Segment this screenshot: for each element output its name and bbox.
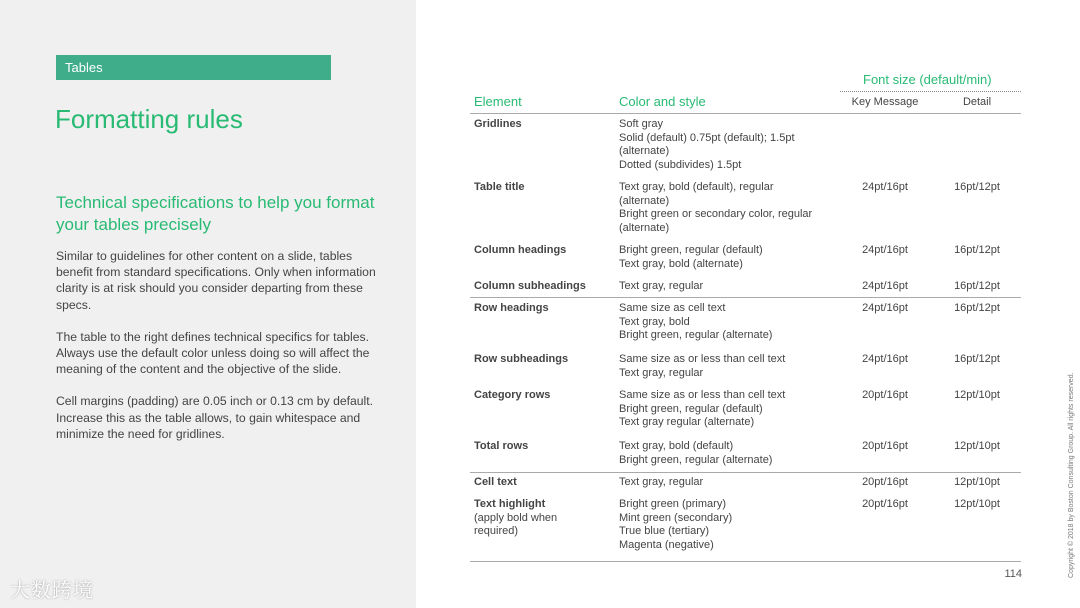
dotted-divider [840,91,1021,92]
row-style [619,181,840,235]
row-element [474,181,614,195]
row-style [619,118,840,172]
bottom-divider [470,561,1021,562]
element-note: (apply bold when required) [474,511,558,538]
header-detail: Detail [962,96,992,108]
row-detail: 16pt/12pt [954,280,1000,292]
row-element [474,280,614,294]
style-line: Text gray, bold (default), regular [619,181,774,193]
row-element [474,118,614,132]
row-style [619,244,840,271]
row-key-message: 24pt/16pt [862,280,908,292]
style-line: Same size as cell text [619,302,726,314]
font-size-group-header: Font size (default/min) [863,72,992,87]
row-detail: 16pt/12pt [954,353,1000,365]
style-line: Text gray, bold (alternate) [619,257,743,270]
row-key-message: 20pt/16pt [862,498,908,510]
style-line: Bright green, regular (alternate) [619,329,773,342]
row-detail: 16pt/12pt [954,181,1000,193]
header-style: Color and style [619,94,706,109]
row-element [474,476,614,490]
row-element [474,302,614,316]
paragraph: Cell margins (padding) are 0.05 inch or 0.13 cm by default. Increase this as the table allows, to gain whitespace and minimize the need for gridlines. [56,394,374,441]
style-line: (alternate) [619,145,670,158]
row-key-message: 24pt/16pt [862,353,908,365]
style-line: Text gray, regular [619,476,704,488]
row-style [619,476,840,490]
row-detail: 12pt/10pt [954,389,1000,401]
copyright: Copyright © 2018 by Boston Consulting Group. All rights reserved. [1068,372,1075,578]
watermark-logo: 大数跨境 [10,580,94,602]
element-name: Column subheadings [474,280,586,292]
element-name: Cell text [474,476,517,488]
row-key-message: 20pt/16pt [862,440,908,452]
element-name: Table title [474,181,525,193]
element-name: Category rows [474,389,551,401]
header-divider [470,113,1021,114]
element-name: Column headings [474,244,567,256]
style-line: (alternate) [619,221,670,234]
divider [470,472,1021,473]
style-line: Mint green (secondary) [619,511,733,524]
header-key-message: Key Message [851,96,919,108]
row-style [619,280,840,294]
header-element: Element [474,94,522,109]
element-name: Gridlines [474,118,522,130]
style-line: Bright green or secondary color, regular [619,208,813,221]
style-line: (alternate) [619,194,670,207]
style-line: Text gray, bold [619,315,690,328]
element-name: Row subheadings [474,353,569,365]
style-line: Text gray, regular [619,280,704,292]
row-style [619,353,840,380]
style-line: Bright green (primary) [619,498,726,510]
style-line: Same size as or less than cell text [619,389,786,401]
style-line: Solid (default) 0.75pt (default); 1.5pt [619,131,795,144]
row-detail: 12pt/10pt [954,476,1000,488]
style-line: Soft gray [619,118,664,130]
row-key-message: 20pt/16pt [862,389,908,401]
row-element [474,440,614,454]
row-style [619,302,840,343]
row-style [619,389,840,430]
row-style [619,498,840,552]
row-key-message: 24pt/16pt [862,244,908,256]
style-line: Text gray, bold (default) [619,440,734,452]
element-name: Text highlight [474,498,546,510]
row-style [619,440,840,467]
style-line: Text gray, regular [619,366,704,379]
row-element [474,353,614,367]
style-line: Bright green, regular (default) [619,244,763,256]
page-title: Formatting rules [55,104,243,134]
row-detail: 12pt/10pt [954,440,1000,452]
style-line: Magenta (negative) [619,538,714,551]
style-line: True blue (tertiary) [619,525,710,538]
row-key-message: 24pt/16pt [862,181,908,193]
row-key-message: 20pt/16pt [862,476,908,488]
paragraph: The table to the right defines technical specifics for tables. Always use the default color unless doing so will affect the meaning of the content and the objective of the slide. [56,329,370,377]
divider [470,297,1021,298]
row-element [474,389,614,403]
paragraph: Similar to guidelines for other content on a slide, tables benefit from standard specifications. Only when information clarity is at risk should you consider departing from these specs. [56,249,376,312]
row-element [474,498,614,539]
row-detail: 16pt/12pt [954,244,1000,256]
style-line: Dotted (subdivides) 1.5pt [619,158,742,171]
section-tag: Tables [56,55,331,80]
style-line: Same size as or less than cell text [619,353,786,365]
body-text [56,248,391,458]
style-line: Text gray regular (alternate) [619,416,755,429]
left-panel [0,0,416,608]
page-number: 114 [1004,568,1022,580]
row-detail: 16pt/12pt [954,302,1000,314]
style-line: Bright green, regular (alternate) [619,453,773,466]
style-line: Bright green, regular (default) [619,402,763,415]
row-detail: 12pt/10pt [954,498,1000,510]
subtitle: Technical specifications to help you format your tables precisely [56,193,375,234]
row-key-message: 24pt/16pt [862,302,908,314]
row-element [474,244,614,258]
element-name: Total rows [474,440,529,452]
element-name: Row headings [474,302,549,314]
